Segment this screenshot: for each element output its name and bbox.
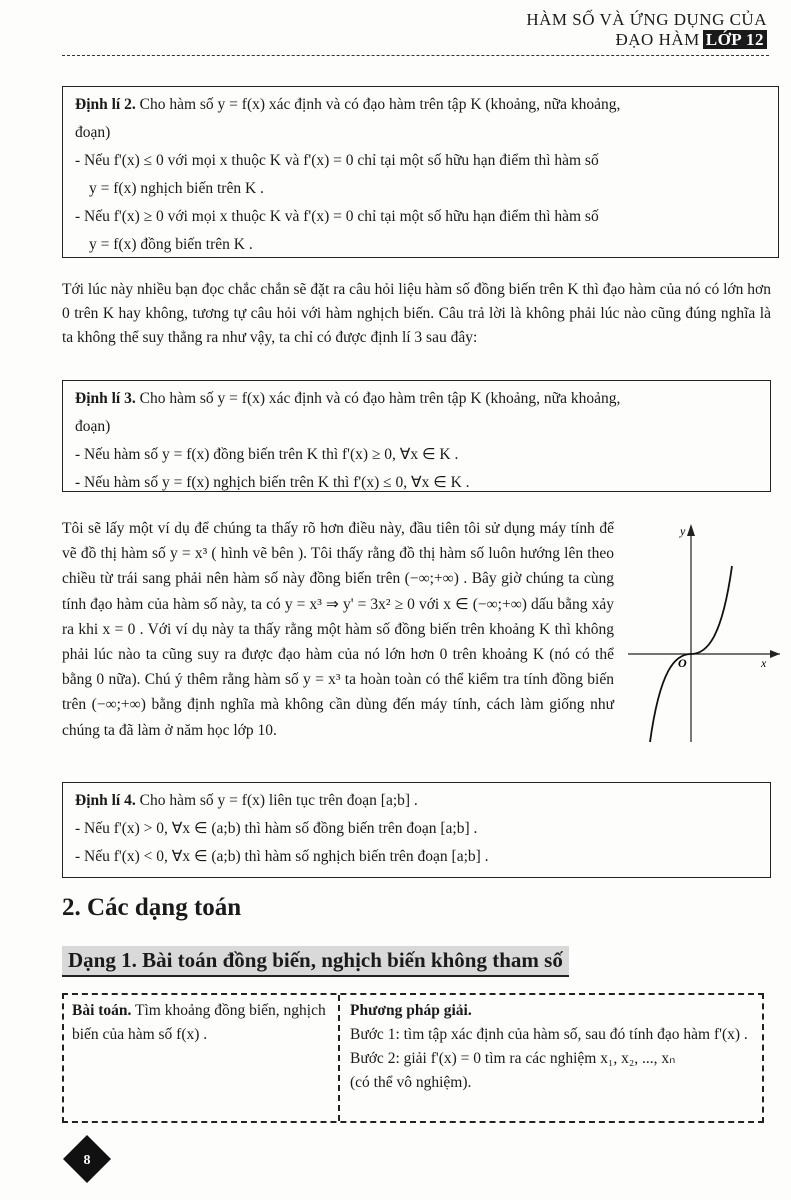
theorem-2-intro-text: Cho hàm số y = f(x) xác định và có đạo hàm trên tập K (khoảng, nữa khoảng, <box>135 96 621 113</box>
y-axis-arrow <box>687 524 695 536</box>
theorem-3-intro-cont: đoạn) <box>75 418 111 435</box>
method-label: Phương pháp giải. <box>350 1002 472 1019</box>
paragraph-example-cubic: Tôi sẽ lấy một ví dụ để chúng ta thấy rõ hơn điều này, đầu tiên tôi sử dụng máy tính để vẽ đồ thị hàm số y = x³ ( hình vẽ bên ). Tôi thấy rằng đồ thị hàm số luôn hướng lên theo chiều từ trái sang phải nên hàm số này đồng biến trên (−∞;+∞) . Bây giờ chúng ta cùng tính đạo hàm của hàm số này, ta có y = x³ ⇒ y' = 3x² ≥ 0 với x ∈ (−∞;+∞) dấu bằng xảy ra khi x = 0 . Với ví dụ này ta thấy rằng một hàm số đồng biến trên khoảng K thì không phải lúc nào ta cũng suy ra được đạo hàm của nó lớn hơn 0 trên khoảng K (nó có thể bằng 0 nữa). Chú ý thêm rằng hàm số y = x³ ta hoàn toàn có thể kiểm tra tính đồng biến trên (−∞;+∞) bằng định nghĩa mà không cần dùng đến máy tính, cách làm giống như chúng ta đã làm ở năm học lớp 10. <box>62 520 614 739</box>
theorem-2-intro <box>75 91 768 119</box>
theorem-3-label: Định lí 3. <box>75 390 136 407</box>
theorem-2-bullet-1: - Nếu f'(x) ≤ 0 với mọi x thuộc K và f'(x) = 0 chỉ tại một số hữu hạn điểm thì hàm số <box>75 152 599 169</box>
theorem-4-label: Định lí 4. <box>75 792 136 809</box>
header-divider <box>62 55 769 56</box>
theorem-3-intro-text: Cho hàm số y = f(x) xác định và có đạo hàm trên tập K (khoảng, nữa khoảng, <box>135 390 621 407</box>
method-step-2: Bước 2: giải f'(x) = 0 tìm ra các nghiệm x₁, x₂, ..., xₙ <box>350 1050 676 1067</box>
header-title-line1: HÀM SỐ VÀ ỨNG DỤNG CỦA <box>526 10 767 29</box>
x-axis-arrow <box>770 650 780 658</box>
theorem-3-bullet-1: - Nếu hàm số y = f(x) đồng biến trên K thì f'(x) ≥ 0, ∀x ∈ K . <box>75 446 459 463</box>
problem-method-box <box>62 993 764 1123</box>
grade-badge: LỚP 12 <box>703 30 767 49</box>
theorem-3-intro <box>75 385 760 413</box>
page-number: 8 <box>83 1153 91 1168</box>
method-step-1: Bước 1: tìm tập xác định của hàm số, sau đó tính đạo hàm f'(x) . <box>350 1026 748 1043</box>
theorem-3-bullet-2: - Nếu hàm số y = f(x) nghịch biến trên K thì f'(x) ≤ 0, ∀x ∈ K . <box>75 474 470 491</box>
theorem-2-label: Định lí 2. <box>75 96 136 113</box>
method-step-2-cont: (có thể vô nghiệm). <box>350 1074 472 1091</box>
x-axis-label: x <box>761 656 767 670</box>
header-title-line2-text: ĐẠO HÀM <box>615 30 700 49</box>
problem-text: Tìm khoảng đồng biến, nghịch biến của hàm số f(x) . <box>72 1002 326 1043</box>
theorem-2-bullet-2-cont: y = f(x) đồng biến trên K . <box>89 236 253 253</box>
page-number-badge <box>62 1134 112 1184</box>
y-axis-label: y <box>680 524 686 538</box>
problem-cell <box>64 995 340 1121</box>
method-cell <box>340 995 762 1121</box>
theorem-2-bullet-2: - Nếu f'(x) ≥ 0 với mọi x thuộc K và f'(x) = 0 chỉ tại một số hữu hạn điểm thì hàm số <box>75 208 599 225</box>
theorem-4-box <box>62 782 771 878</box>
theorem-4-bullet-1: - Nếu f'(x) > 0, ∀x ∈ (a;b) thì hàm số đồng biến trên đoạn [a;b] . <box>75 820 478 837</box>
theorem-2-bullet-1-cont: y = f(x) nghịch biến trên K . <box>89 180 264 197</box>
theorem-2-intro-cont: đoạn) <box>75 124 111 141</box>
problem-label: Bài toán. <box>72 1002 132 1019</box>
theorem-4-bullet-2: - Nếu f'(x) < 0, ∀x ∈ (a;b) thì hàm số nghịch biến trên đoạn [a;b] . <box>75 848 489 865</box>
header-title-line2 <box>615 30 767 50</box>
theorem-4-intro <box>75 787 760 815</box>
theorem-2-box <box>62 86 779 258</box>
section-2-heading: 2. Các dạng toán <box>62 894 242 921</box>
theorem-4-intro-text: Cho hàm số y = f(x) liên tục trên đoạn [a;b] . <box>135 792 418 809</box>
origin-label: O <box>678 656 687 670</box>
paragraph-intro-theorem-3: Tới lúc này nhiều bạn đọc chắc chắn sẽ đặt ra câu hỏi liệu hàm số đồng biến trên K thì đạo hàm của nó có lớn hơn 0 trên K hay không, tương tự câu hỏi với hàm nghịch biến. Câu trả lời là không phải lúc nào cũng đúng nghĩa là ta không thể suy thẳng ra như vậy, ta chỉ có được định lí 3 sau đây: <box>62 281 771 346</box>
theorem-3-box <box>62 380 771 492</box>
type-1-heading: Dạng 1. Bài toán đồng biến, nghịch biến không tham số <box>62 946 569 977</box>
cubic-graph <box>620 520 780 748</box>
